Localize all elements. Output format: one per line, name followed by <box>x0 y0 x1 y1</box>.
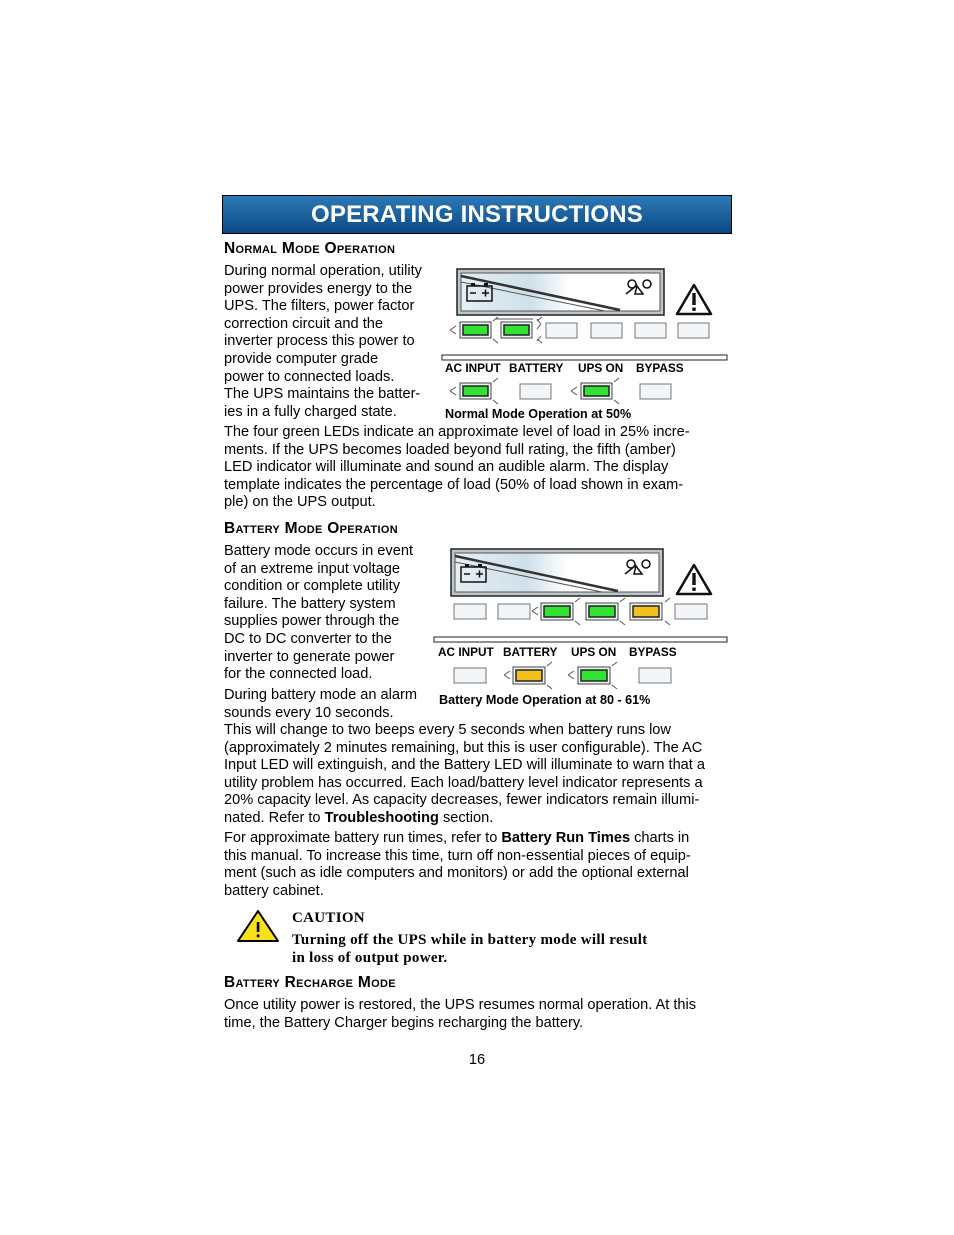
battery-recharge-heading: Battery Recharge Mode <box>224 974 396 991</box>
text-line: time, the Battery Charger begins recharging the battery. <box>224 1014 584 1031</box>
panel-divider <box>442 355 727 360</box>
figure-caption: Normal Mode Operation at 50% <box>445 407 632 421</box>
text-line: correction circuit and the <box>224 315 383 332</box>
battery-mode-panel-figure <box>432 544 730 710</box>
status-led-row <box>454 662 671 689</box>
battery-recharge-body <box>224 997 734 1032</box>
text-line: 20% capacity level. As capacity decreases, fewer indicators remain illumi- <box>224 792 700 809</box>
battery-alarm-note <box>224 687 434 722</box>
text-line: UPS. The filters, power factor <box>224 298 415 315</box>
battery-mode-intro <box>224 543 434 684</box>
page-number: 16 <box>468 1052 486 1068</box>
run-times-reference: Battery Run Times <box>501 830 631 846</box>
text-line: condition or complete utility <box>224 578 401 595</box>
text-run: For approximate battery run times, refer to <box>224 830 502 846</box>
text-line: supplies power through the <box>224 613 400 630</box>
load-led-row <box>450 317 709 343</box>
battery-mode-body <box>224 722 734 828</box>
warning-icon <box>677 285 711 314</box>
text-line: Turning off the UPS while in battery mode will result <box>292 932 648 948</box>
label-ac-input: AC INPUT <box>445 361 501 375</box>
text-line: power provides energy to the <box>224 280 413 297</box>
text-line: template indicates the percentage of load (50% of load shown in exam- <box>224 476 684 493</box>
label-battery: BATTERY <box>503 645 558 659</box>
load-led-row <box>454 598 707 625</box>
normal-mode-panel-figure <box>440 264 730 424</box>
text-line: provide computer grade <box>224 350 379 367</box>
text-run: section. <box>438 809 494 826</box>
text-line: The UPS maintains the batter- <box>224 386 421 403</box>
text-line: Battery mode occurs in event <box>224 543 413 559</box>
text-line: ment (such as idle computers and monitors) or add the optional external <box>224 865 689 882</box>
section-banner <box>222 195 732 234</box>
page-title: OPERATING INSTRUCTIONS <box>311 200 643 228</box>
text-line: utility problem has occurred. Each load/battery level indicator represents a <box>224 774 703 791</box>
text-line: LED indicator will illuminate and sound an audible alarm. The display <box>224 459 669 476</box>
text-line: inverter process this power to <box>224 333 415 350</box>
caution-icon <box>235 908 281 944</box>
label-battery: BATTERY <box>509 361 564 375</box>
lcd-display <box>451 549 663 596</box>
text-line: During normal operation, utility <box>224 263 422 279</box>
troubleshooting-reference: Troubleshooting <box>324 809 439 826</box>
panel-divider <box>434 637 727 642</box>
text-line: of an extreme input voltage <box>224 560 401 577</box>
normal-mode-heading: Normal Mode Operation <box>224 240 396 257</box>
text-line: failure. The battery system <box>224 595 396 612</box>
text-line: (approximately 2 minutes remaining, but this is user configurable). The AC <box>224 739 703 756</box>
text-line: this manual. To increase this time, turn off non-essential pieces of equip- <box>224 847 691 864</box>
text-line: DC to DC converter to the <box>224 630 392 647</box>
text-line: ple) on the UPS output. <box>224 494 376 511</box>
text-line: battery cabinet. <box>224 882 324 899</box>
text-line: inverter to generate power <box>224 648 395 665</box>
text-line: ies in a fully charged state. <box>224 403 397 420</box>
run-times-paragraph <box>224 830 734 900</box>
text-line: ments. If the UPS becomes loaded beyond full rating, the fifth (amber) <box>224 441 676 458</box>
text-run: charts in <box>630 830 690 846</box>
text-line: Once utility power is restored, the UPS resumes normal operation. At this <box>224 997 697 1013</box>
label-ups-on: UPS ON <box>571 645 617 659</box>
text-line: in loss of output power. <box>292 950 448 966</box>
label-ac-input: AC INPUT <box>438 645 494 659</box>
status-led-row <box>450 378 671 404</box>
normal-mode-body <box>224 424 734 512</box>
caution-title: CAUTION <box>292 910 365 926</box>
normal-mode-intro <box>224 263 436 421</box>
text-line: for the connected load. <box>224 666 373 683</box>
battery-mode-heading: Battery Mode Operation <box>224 520 399 537</box>
text-line: The four green LEDs indicate an approximate level of load in 25% incre- <box>224 424 690 440</box>
text-line: Input LED will extinguish, and the Battery LED will illuminate to warn that a <box>224 757 706 774</box>
label-bypass: BYPASS <box>636 361 684 375</box>
caution-text <box>292 931 732 967</box>
text-run: nated. Refer to <box>224 809 325 826</box>
figure-caption: Battery Mode Operation at 80 - 61% <box>439 693 651 707</box>
text-line <box>224 810 734 828</box>
text-line: power to connected loads. <box>224 368 395 385</box>
text-line <box>224 830 734 848</box>
lcd-display <box>457 269 664 315</box>
label-ups-on: UPS ON <box>578 361 624 375</box>
label-bypass: BYPASS <box>629 645 677 659</box>
text-line: sounds every 10 seconds. <box>224 704 394 721</box>
warning-icon <box>677 565 711 594</box>
text-line: This will change to two beeps every 5 seconds when battery runs low <box>224 722 671 738</box>
text-line: During battery mode an alarm <box>224 687 418 703</box>
